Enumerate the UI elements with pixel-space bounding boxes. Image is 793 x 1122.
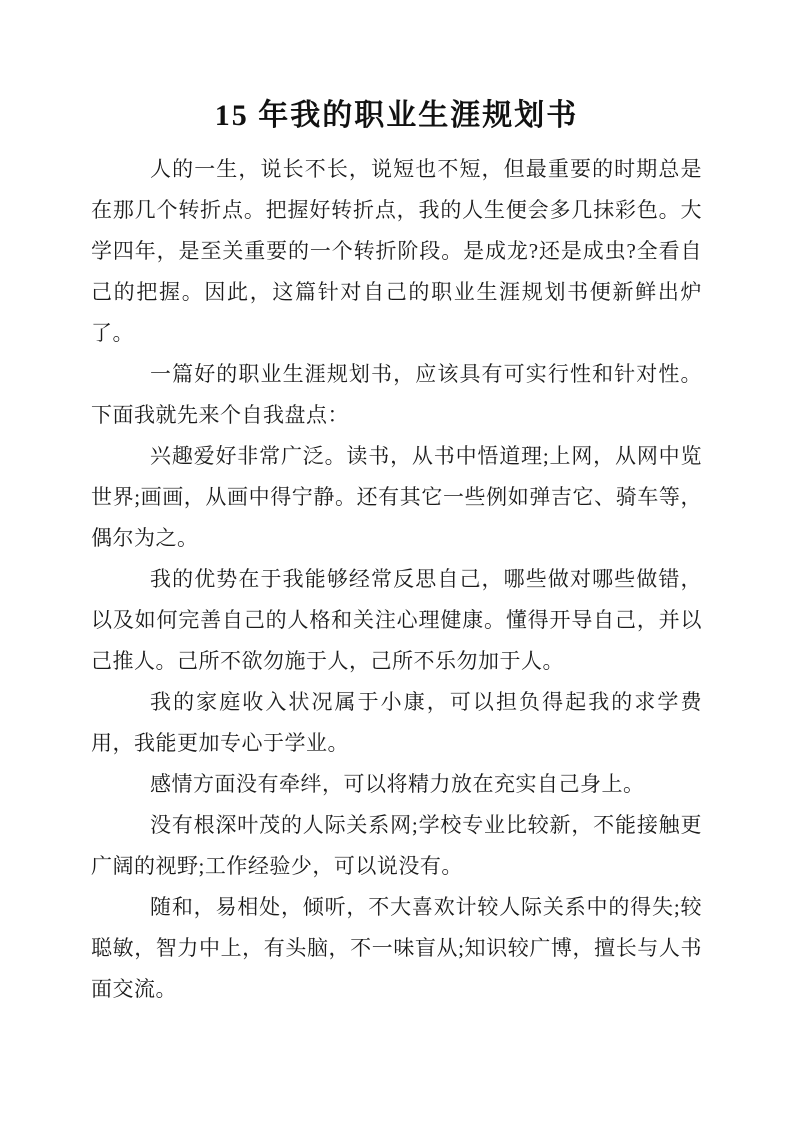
document-title: 15 年我的职业生涯规划书	[214, 99, 579, 132]
document-body	[91, 149, 702, 1010]
paragraph: 兴趣爱好非常广泛。读书，从书中悟道理;上网，从网中览世界;画画，从画中得宁静。还有其它一些例如弹吉它、骑车等，偶尔为之。	[91, 444, 702, 550]
paragraph: 没有根深叶茂的人际关系网;学校专业比较新，不能接触更广阔的视野;工作经验少，可以说没有。	[91, 813, 702, 878]
paragraph: 感情方面没有牵绊，可以将精力放在充实自己身上。	[150, 772, 645, 796]
paragraph: 人的一生，说长不长，说短也不短，但最重要的时期总是在那几个转折点。把握好转折点，我的人生便会多几抹彩色。大学四年，是至关重要的一个转折阶段。是成龙?还是成虫?全看自己的把握。因此，这篇针对自己的职业生涯规划书便新鲜出炉了。	[91, 157, 702, 345]
paragraph: 一篇好的职业生涯规划书，应该具有可实行性和针对性。下面我就先来个自我盘点：	[91, 362, 702, 427]
paragraph: 随和，易相处，倾听，不大喜欢计较人际关系中的得失;较聪敏，智力中上，有头脑，不一味盲从;知识较广博，擅长与人书面交流。	[91, 895, 702, 1001]
paragraph: 我的优势在于我能够经常反思自己，哪些做对哪些做错，以及如何完善自己的人格和关注心理健康。懂得开导自己，并以己推人。己所不欲勿施于人，己所不乐勿加于人。	[91, 567, 702, 673]
paragraph: 我的家庭收入状况属于小康，可以担负得起我的求学费用，我能更加专心于学业。	[91, 690, 702, 755]
